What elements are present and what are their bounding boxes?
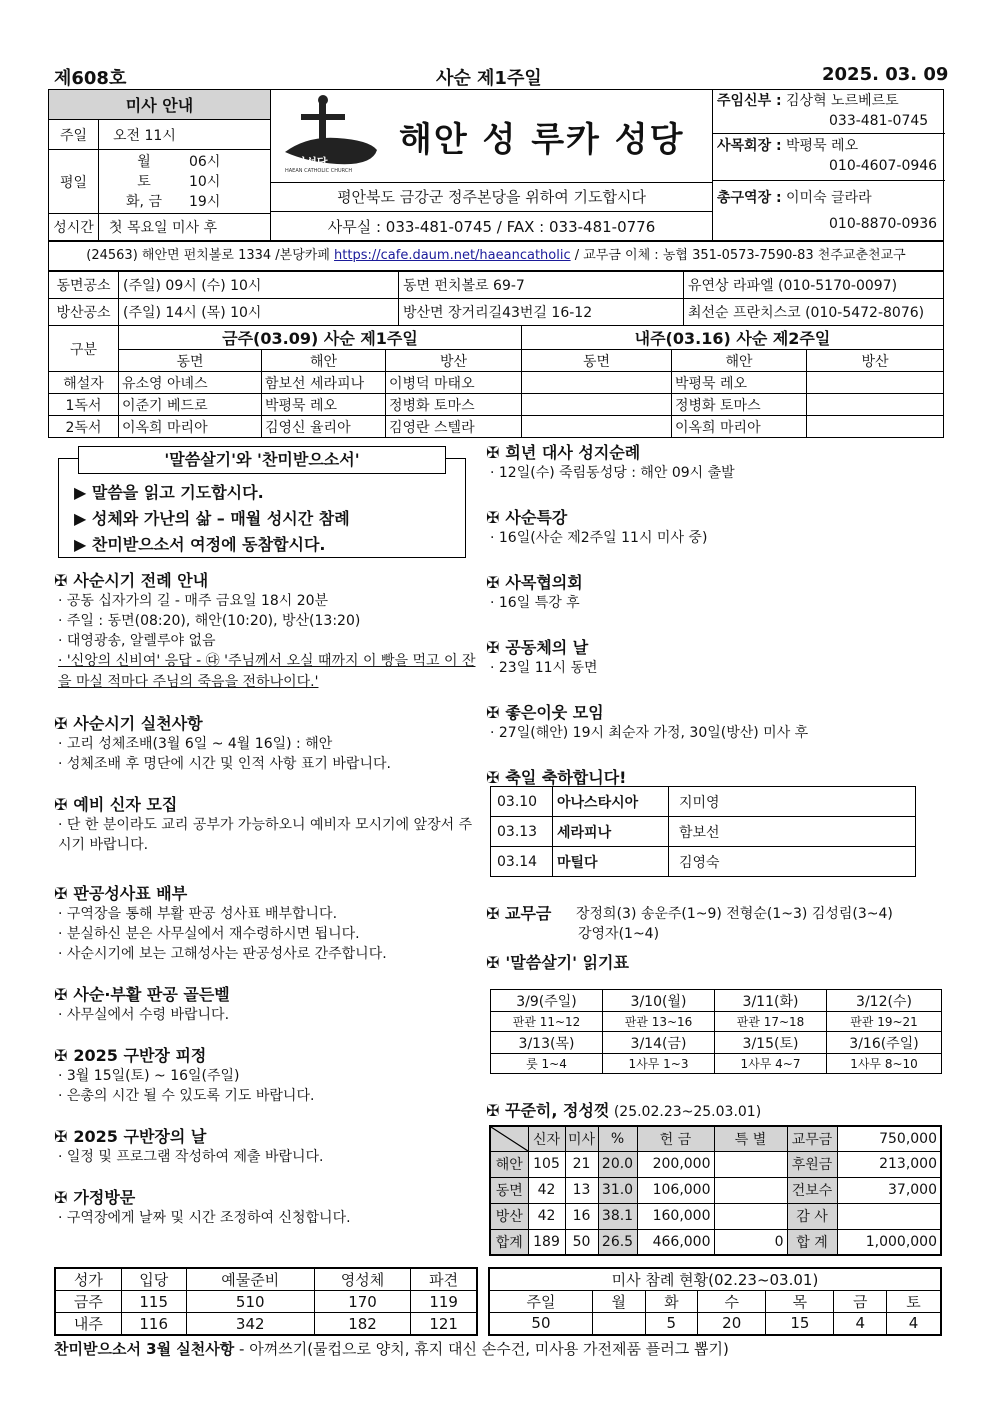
- cross-icon: ✠: [54, 795, 68, 814]
- footer-text: - 아껴쓰기(물컵으로 양치, 휴지 대신 손수건, 미사용 가전제품 플러그 뽑기): [234, 1340, 729, 1358]
- masthead: [48, 89, 944, 241]
- cross-icon: ✠: [486, 443, 500, 462]
- word-living-item: ▶ 말씀을 읽고 기도합시다.: [74, 483, 264, 502]
- offering-cell: 105: [528, 1151, 565, 1177]
- reading-passage: 1사무 1~3: [603, 1054, 715, 1074]
- news-item: · 사무실에서 수령 바랍니다.: [58, 1007, 230, 1023]
- offering-header: 특 별: [714, 1126, 787, 1151]
- station-address: 동면 펀치볼로 69-7: [399, 272, 684, 299]
- cross-icon: ✠: [54, 571, 68, 590]
- holy-hour-text: 첫 목요일 미사 후: [99, 213, 271, 241]
- section-title: 예비 신자 모집: [73, 795, 178, 814]
- offering-cell: 160,000: [637, 1203, 714, 1229]
- offering-row-label: 합계: [490, 1229, 528, 1255]
- prayer-intention: 평안북도 금강군 정주본당을 위하여 기도합시다: [271, 182, 712, 212]
- address-bar: [48, 241, 944, 271]
- staff-role: 사목회장 :: [717, 138, 782, 154]
- staff-phone: 010-4607-0946: [829, 158, 938, 174]
- offering-cell: 20.0: [598, 1151, 637, 1177]
- cross-icon: ✠: [486, 573, 500, 592]
- offering-side-label: 합 계: [787, 1229, 837, 1255]
- right-news: [486, 426, 942, 788]
- col-header: 동면: [522, 350, 672, 372]
- reader-cell: 박평묵 레오: [262, 394, 386, 416]
- offering-cell: 13: [565, 1177, 598, 1203]
- station-name: 방산공소: [49, 299, 119, 326]
- reader-cell: 함보선 세라피나: [262, 372, 386, 394]
- word-living-title: '말씀살기'와 '찬미받으소서': [78, 446, 446, 474]
- section-title: 사순·부활 판공 골든벨: [73, 985, 230, 1004]
- offering-cell: [714, 1177, 787, 1203]
- left-news: [54, 556, 478, 1228]
- feast-date: 03.10: [491, 787, 553, 817]
- cafe-link[interactable]: https://cafe.daum.net/haeancatholic: [334, 248, 571, 263]
- section-title: 가정방문: [73, 1188, 136, 1207]
- offering-side-label: 감 사: [787, 1203, 837, 1229]
- hymn-cell: 내주: [55, 1313, 121, 1336]
- mission-stations: [48, 271, 944, 326]
- offering-cell: 42: [528, 1177, 565, 1203]
- section-title: 꾸준히, 정성껏: [504, 1101, 610, 1120]
- offering-header: 헌 금: [637, 1126, 714, 1151]
- offering-header: %: [598, 1126, 637, 1151]
- offering-cell: 26.5: [598, 1229, 637, 1255]
- offering-cell: [714, 1151, 787, 1177]
- attendance-day: 월: [592, 1291, 645, 1313]
- holy-hour-label: 성시간: [49, 213, 99, 241]
- attendance-table: [488, 1267, 942, 1336]
- mass-schedule: [48, 89, 271, 242]
- offering-side-label: 건보수: [787, 1177, 837, 1203]
- station-name: 동면공소: [49, 272, 119, 299]
- attendance-value: 15: [766, 1313, 834, 1335]
- news-item: · '신앙의 신비여' 응답 - ㉰ '주님께서 오실 때까지 이 빵을 먹고 이 잔을 마실 적마다 주님의 죽음을 전하나이다.': [58, 653, 476, 690]
- offering-cell: 0: [714, 1229, 787, 1255]
- section-title: 사순특강: [505, 508, 568, 527]
- col-header: 방산: [386, 350, 522, 372]
- section-title: 사순시기 전례 안내: [73, 571, 209, 590]
- reading-passage: 룻 1~4: [491, 1054, 603, 1074]
- reading-passage: 1사무 4~7: [715, 1054, 827, 1074]
- reading-heading: [486, 950, 629, 973]
- readers-label: 구분: [49, 326, 119, 372]
- offering-header: 미사: [565, 1126, 598, 1151]
- attendance-value: 5: [645, 1313, 698, 1335]
- station-contact: 유연상 라파엘 (010-5170-0097): [684, 272, 944, 299]
- offering-side-value: 37,000: [837, 1177, 941, 1203]
- hymn-header: 성가: [55, 1268, 121, 1291]
- news-item: · 16일(사순 제2주일 11시 미사 중): [490, 530, 708, 546]
- reader-role: 해설자: [49, 372, 119, 394]
- col-header: 해안: [672, 350, 807, 372]
- reader-cell: 정병화 토마스: [386, 394, 522, 416]
- staff-name: 김상혁 노르베르토: [786, 93, 899, 109]
- feast-saint: 세라피나: [553, 817, 669, 847]
- reader-cell: [807, 394, 944, 416]
- hymn-header: 파견: [411, 1268, 477, 1291]
- footer-note: [54, 1338, 944, 1359]
- hymn-cell: 115: [121, 1291, 186, 1313]
- offering-row-label: 방산: [490, 1203, 528, 1229]
- reader-cell: 유소영 아녜스: [119, 372, 262, 394]
- reader-cell: 이병덕 마태오: [386, 372, 522, 394]
- station-address: 방산면 장거리길43번길 16-12: [399, 299, 684, 326]
- office-contact: 사무실 : 033-481-0745 / FAX : 033-481-0776: [327, 218, 656, 236]
- church-name: 해안 성 루카 성당: [399, 120, 685, 160]
- offering-side-value: [837, 1203, 941, 1229]
- section-title: 공동체의 날: [505, 638, 589, 657]
- offering-cell: 21: [565, 1151, 598, 1177]
- cross-icon: ✠: [486, 508, 500, 527]
- reading-passage: 1사무 8~10: [827, 1054, 942, 1074]
- offering-row-label: 해안: [490, 1151, 528, 1177]
- news-item: · 16일 특강 후: [490, 595, 580, 611]
- cross-icon: ✠: [54, 1046, 68, 1065]
- attendance-value: 50: [489, 1313, 592, 1335]
- feast-date: 03.14: [491, 847, 553, 877]
- hymn-table: [54, 1267, 478, 1336]
- news-item: · 대영광송, 알렐루야 없음: [58, 633, 216, 649]
- offering-side-value: 213,000: [837, 1151, 941, 1177]
- section-title: 판공성사표 배부: [73, 884, 188, 903]
- word-living-item: ▶ 찬미받으소서 여정에 동참합시다.: [74, 535, 326, 554]
- offering-side-value: 750,000: [837, 1126, 941, 1151]
- staff-name: 박평묵 레오: [786, 138, 859, 154]
- staff-list: [712, 89, 945, 242]
- reader-cell: 김영신 율리아: [262, 416, 386, 438]
- news-item: · 일정 및 프로그램 작성하여 제출 바랍니다.: [58, 1149, 324, 1165]
- dues-names: 장정희(3) 송운주(1~9) 전형순(1~3) 김성림(3~4): [576, 906, 893, 922]
- offering-cell: 189: [528, 1229, 565, 1255]
- news-item: · 성체조배 후 명단에 시간 및 인적 사항 표기 바랍니다.: [58, 756, 391, 772]
- offering-header: 신자: [528, 1126, 565, 1151]
- logo-subtext: HAEAN CATHOLIC CHURCH: [285, 168, 353, 174]
- weekday-day: 화, 금: [126, 193, 162, 210]
- reading-passage: 판관 17~18: [715, 1012, 827, 1032]
- sunday-label: 주일: [49, 120, 99, 150]
- offering-row-label: 동면: [490, 1177, 528, 1203]
- account-text: / 교무금 이체 : 농협 351-0573-7590-83 천주교춘천교구: [570, 248, 906, 263]
- feast-person: 함보선: [669, 817, 916, 847]
- news-item: · 고리 성체조배(3월 6일 ~ 4월 16일) : 해안: [58, 736, 333, 752]
- attendance-day: 화: [645, 1291, 698, 1313]
- hymn-cell: 119: [411, 1291, 477, 1313]
- address-text: (24563) 해안면 펀치볼로 1334 /본당카페: [86, 248, 335, 263]
- reading-date: 3/9(주일): [491, 990, 603, 1012]
- reading-date: 3/13(목): [491, 1032, 603, 1054]
- reader-cell: 이옥희 마리아: [672, 416, 807, 438]
- feast-person: 지미영: [669, 787, 916, 817]
- reader-cell: [522, 394, 672, 416]
- issue-number: 제608호: [54, 68, 127, 89]
- cross-icon: ✠: [54, 1188, 68, 1207]
- section-title: '말씀살기' 읽기표: [505, 953, 629, 972]
- reader-cell: 김영란 스텔라: [386, 416, 522, 438]
- reading-passage: 판관 19~21: [827, 1012, 942, 1032]
- staff-phone: 010-8870-0936: [829, 216, 938, 232]
- weekday-day: 토: [137, 173, 151, 190]
- offering-corner: [490, 1126, 528, 1151]
- hymn-cell: 182: [314, 1313, 411, 1336]
- news-item: · 23일 11시 동면: [490, 660, 598, 676]
- reading-date: 3/10(월): [603, 990, 715, 1012]
- hymn-header: 영성체: [314, 1268, 411, 1291]
- feast-date: 03.13: [491, 817, 553, 847]
- this-week-title: 금주(03.09) 사순 제1주일: [119, 326, 522, 350]
- staff-phone: 033-481-0745: [829, 113, 929, 129]
- feast-person: 김영숙: [669, 847, 916, 877]
- reading-date: 3/16(주일): [827, 1032, 942, 1054]
- cross-icon: ✠: [486, 768, 500, 787]
- station-time: (주일) 14시 (목) 10시: [119, 299, 399, 326]
- offering-cell: 200,000: [637, 1151, 714, 1177]
- word-living-list: [74, 480, 350, 558]
- hymn-cell: 116: [121, 1313, 186, 1336]
- attendance-day: 금: [834, 1291, 887, 1313]
- attendance-day: 수: [698, 1291, 766, 1313]
- weekday-time: 10시: [189, 173, 221, 190]
- reader-cell: 이준기 베드로: [119, 394, 262, 416]
- news-item: · 구역장을 통해 부활 판공 성사표 배부합니다.: [58, 906, 338, 922]
- offering-side-label: 교무금: [787, 1126, 837, 1151]
- section-title: 희년 대사 성지순례: [505, 443, 641, 462]
- reader-cell: [522, 372, 672, 394]
- offering-cell: 16: [565, 1203, 598, 1229]
- reading-date: 3/12(수): [827, 990, 942, 1012]
- cross-icon: ✠: [486, 638, 500, 657]
- cross-icon: ✠: [486, 1101, 505, 1120]
- reader-role: 1독서: [49, 394, 119, 416]
- issue-date: 2025. 03. 09: [822, 64, 949, 85]
- sunday-time: 오전 11시: [99, 120, 271, 150]
- section-title: 2025 구반장의 날: [73, 1127, 207, 1146]
- cross-icon: ✠: [54, 884, 68, 903]
- offering-side-label: 후원금: [787, 1151, 837, 1177]
- reader-cell: 이옥희 마리아: [119, 416, 262, 438]
- offering-cell: 466,000: [637, 1229, 714, 1255]
- staff-role: 주임신부 :: [717, 93, 782, 109]
- attendance-value: 4: [834, 1313, 887, 1335]
- footer-title: 찬미받으소서 3월 실천사항: [54, 1340, 235, 1358]
- reader-role: 2독서: [49, 416, 119, 438]
- news-item: · 27일(해안) 19시 최순자 가정, 30일(방산) 미사 후: [490, 725, 809, 741]
- section-title: 좋은이웃 모임: [505, 703, 604, 722]
- offering-table: [489, 1125, 942, 1256]
- news-item: · 구역장에게 날짜 및 시간 조정하여 신청합니다.: [58, 1210, 351, 1226]
- attendance-value: 4: [887, 1313, 941, 1335]
- hymn-cell: 121: [411, 1313, 477, 1336]
- offering-cell: [714, 1203, 787, 1229]
- news-item: · 사순시기에 보는 고해성사는 판공성사로 간주합니다.: [58, 946, 387, 962]
- section-title: 2025 구반장 피정: [73, 1046, 207, 1065]
- reading-date: 3/15(토): [715, 1032, 827, 1054]
- weekday-label: 평일: [49, 150, 99, 213]
- offering-heading: [486, 1098, 761, 1121]
- section-title: 사순시기 실천사항: [73, 714, 203, 733]
- mass-title: 미사 안내: [49, 90, 271, 120]
- reading-table: [490, 989, 942, 1074]
- reading-date: 3/11(화): [715, 990, 827, 1012]
- offering-side-value: 1,000,000: [837, 1229, 941, 1255]
- offering-period: (25.02.23~25.03.01): [613, 1104, 762, 1120]
- section-title: 축일 축하합니다!: [505, 768, 627, 787]
- attendance-value: 20: [698, 1313, 766, 1335]
- feast-saint: 마틸다: [553, 847, 669, 877]
- hymn-cell: 510: [186, 1291, 314, 1313]
- attendance-day: 목: [766, 1291, 834, 1313]
- station-contact: 최선순 프란치스코 (010-5472-8076): [684, 299, 944, 326]
- feast-saint: 아나스타시아: [553, 787, 669, 817]
- dues-names: 강영자(1~4): [578, 926, 660, 942]
- offering-cell: 50: [565, 1229, 598, 1255]
- hymn-cell: 금주: [55, 1291, 121, 1313]
- feast-table: [490, 786, 916, 877]
- weekday-time: 06시: [189, 153, 221, 170]
- attendance-day: 토: [887, 1291, 941, 1313]
- word-living-item: ▶ 성체와 가난의 삶 – 매월 성시간 참례: [74, 509, 350, 528]
- offering-cell: 38.1: [598, 1203, 637, 1229]
- section-title: 교무금: [504, 904, 552, 923]
- reader-cell: [807, 372, 944, 394]
- staff-name: 이미숙 글라라: [786, 190, 872, 206]
- weekday-day: 월: [137, 153, 151, 170]
- news-item: · 12일(수) 죽림동성당 : 해안 09시 출발: [490, 465, 735, 481]
- cross-icon: ✠: [54, 1127, 68, 1146]
- dues-section: [486, 904, 942, 944]
- cross-icon: ✠: [486, 904, 505, 923]
- hymn-cell: 170: [314, 1291, 411, 1313]
- reading-date: 3/14(금): [603, 1032, 715, 1054]
- offering-cell: 42: [528, 1203, 565, 1229]
- attendance-value: [592, 1313, 645, 1335]
- readers-table: [48, 325, 944, 438]
- logo-text: 해안성당: [285, 156, 328, 169]
- reading-passage: 판관 11~12: [491, 1012, 603, 1032]
- hymn-header: 예물준비: [186, 1268, 314, 1291]
- hymn-cell: 342: [186, 1313, 314, 1336]
- attendance-title: 미사 참례 현황(02.23~03.01): [489, 1268, 941, 1291]
- col-header: 해안: [262, 350, 386, 372]
- page-title: 사순 제1주일: [436, 68, 542, 89]
- reading-passage: 판관 13~16: [603, 1012, 715, 1032]
- news-item: · 단 한 분이라도 교리 공부가 가능하오니 예비자 모시기에 앞장서 주시기 바랍니다.: [58, 817, 473, 853]
- offering-cell: 31.0: [598, 1177, 637, 1203]
- station-time: (주일) 09시 (수) 10시: [119, 272, 399, 299]
- cross-icon: ✠: [54, 714, 68, 733]
- news-item: · 은총의 시간 될 수 있도록 기도 바랍니다.: [58, 1088, 315, 1104]
- next-week-title: 내주(03.16) 사순 제2주일: [522, 326, 944, 350]
- col-header: 동면: [119, 350, 262, 372]
- attendance-day: 주일: [489, 1291, 592, 1313]
- offering-cell: 106,000: [637, 1177, 714, 1203]
- cross-icon: ✠: [486, 703, 500, 722]
- col-header: 방산: [807, 350, 944, 372]
- news-item: · 공동 십자가의 길 - 매주 금요일 18시 20분: [58, 593, 329, 609]
- weekday-time: 19시: [189, 193, 221, 210]
- news-item: · 3월 15일(토) ~ 16일(주일): [58, 1068, 240, 1084]
- cross-icon: ✠: [54, 985, 68, 1004]
- cross-icon: ✠: [486, 953, 500, 972]
- news-item: · 분실하신 분은 사무실에서 재수령하시면 됩니다.: [58, 926, 360, 942]
- staff-role: 총구역장 :: [717, 190, 782, 206]
- reader-cell: 박평묵 레오: [672, 372, 807, 394]
- section-title: 사목협의회: [505, 573, 583, 592]
- reader-cell: 정병화 토마스: [672, 394, 807, 416]
- hymn-header: 입당: [121, 1268, 186, 1291]
- news-item: · 주일 : 동면(08:20), 해안(10:20), 방산(13:20): [58, 613, 361, 629]
